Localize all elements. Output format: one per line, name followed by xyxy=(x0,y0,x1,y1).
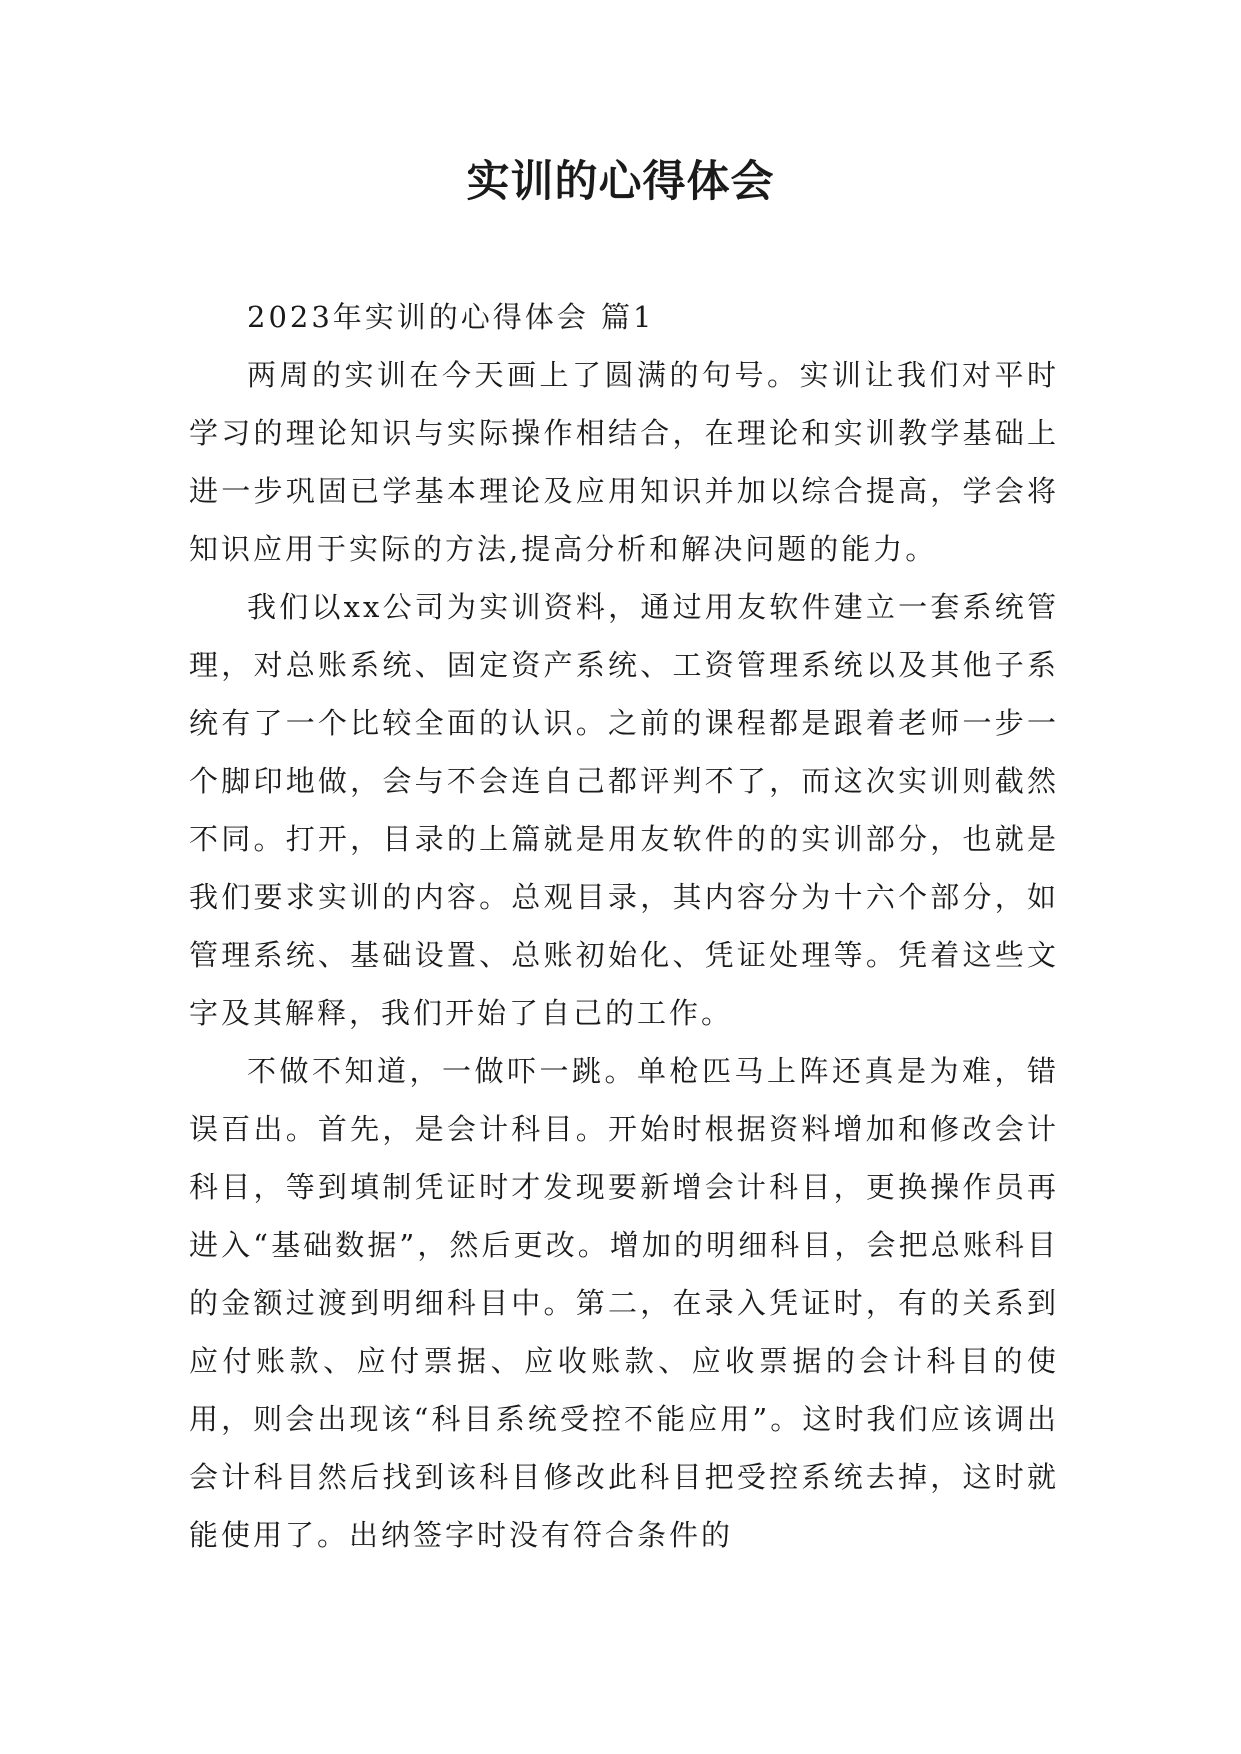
body-paragraph: 两周的实训在今天画上了圆满的句号。实训让我们对平时学习的理论知识与实际操作相结合，在理论和实训教学基础上进一步巩固已学基本理论及应用知识并加以综合提高，学会将知识应用于实际的方法,提高分析和解决问题的能力。 xyxy=(189,358,1059,566)
body-paragraph: 我们以xx公司为实训资料，通过用友软件建立一套系统管理，对总账系统、固定资产系统、工资管理系统以及其他子系统有了一个比较全面的认识。之前的课程都是跟着老师一步一个脚印地做，会与不会连自己都评判不了，而这次实训则截然不同。打开，目录的上篇就是用友软件的的实训部分，也就是我们要求实训的内容。总观目录，其内容分为十六个部分，如管理系统、基础设置、总账初始化、凭证处理等。凭着这些文字及其解释，我们开始了自己的工作。 xyxy=(189,590,1059,1030)
document-body xyxy=(189,288,1059,1564)
section-heading: 2023年实训的心得体会 篇1 xyxy=(247,300,655,334)
document-title: 实训的心得体会 xyxy=(466,157,775,207)
body-paragraph: 不做不知道，一做吓一跳。单枪匹马上阵还真是为难，错误百出。首先，是会计科目。开始时根据资料增加和修改会计科目，等到填制凭证时才发现要新增会计科目，更换操作员再进入“基础数据”，然后更改。增加的明细科目，会把总账科目的金额过渡到明细科目中。第二，在录入凭证时，有的关系到应付账款、应付票据、应收账款、应收票据的会计科目的使用，则会出现该“科目系统受控不能应用”。这时我们应该调出会计科目然后找到该科目修改此科目把受控系统去掉，这时就能使用了。出纳签字时没有符合条件的 xyxy=(189,1054,1059,1552)
